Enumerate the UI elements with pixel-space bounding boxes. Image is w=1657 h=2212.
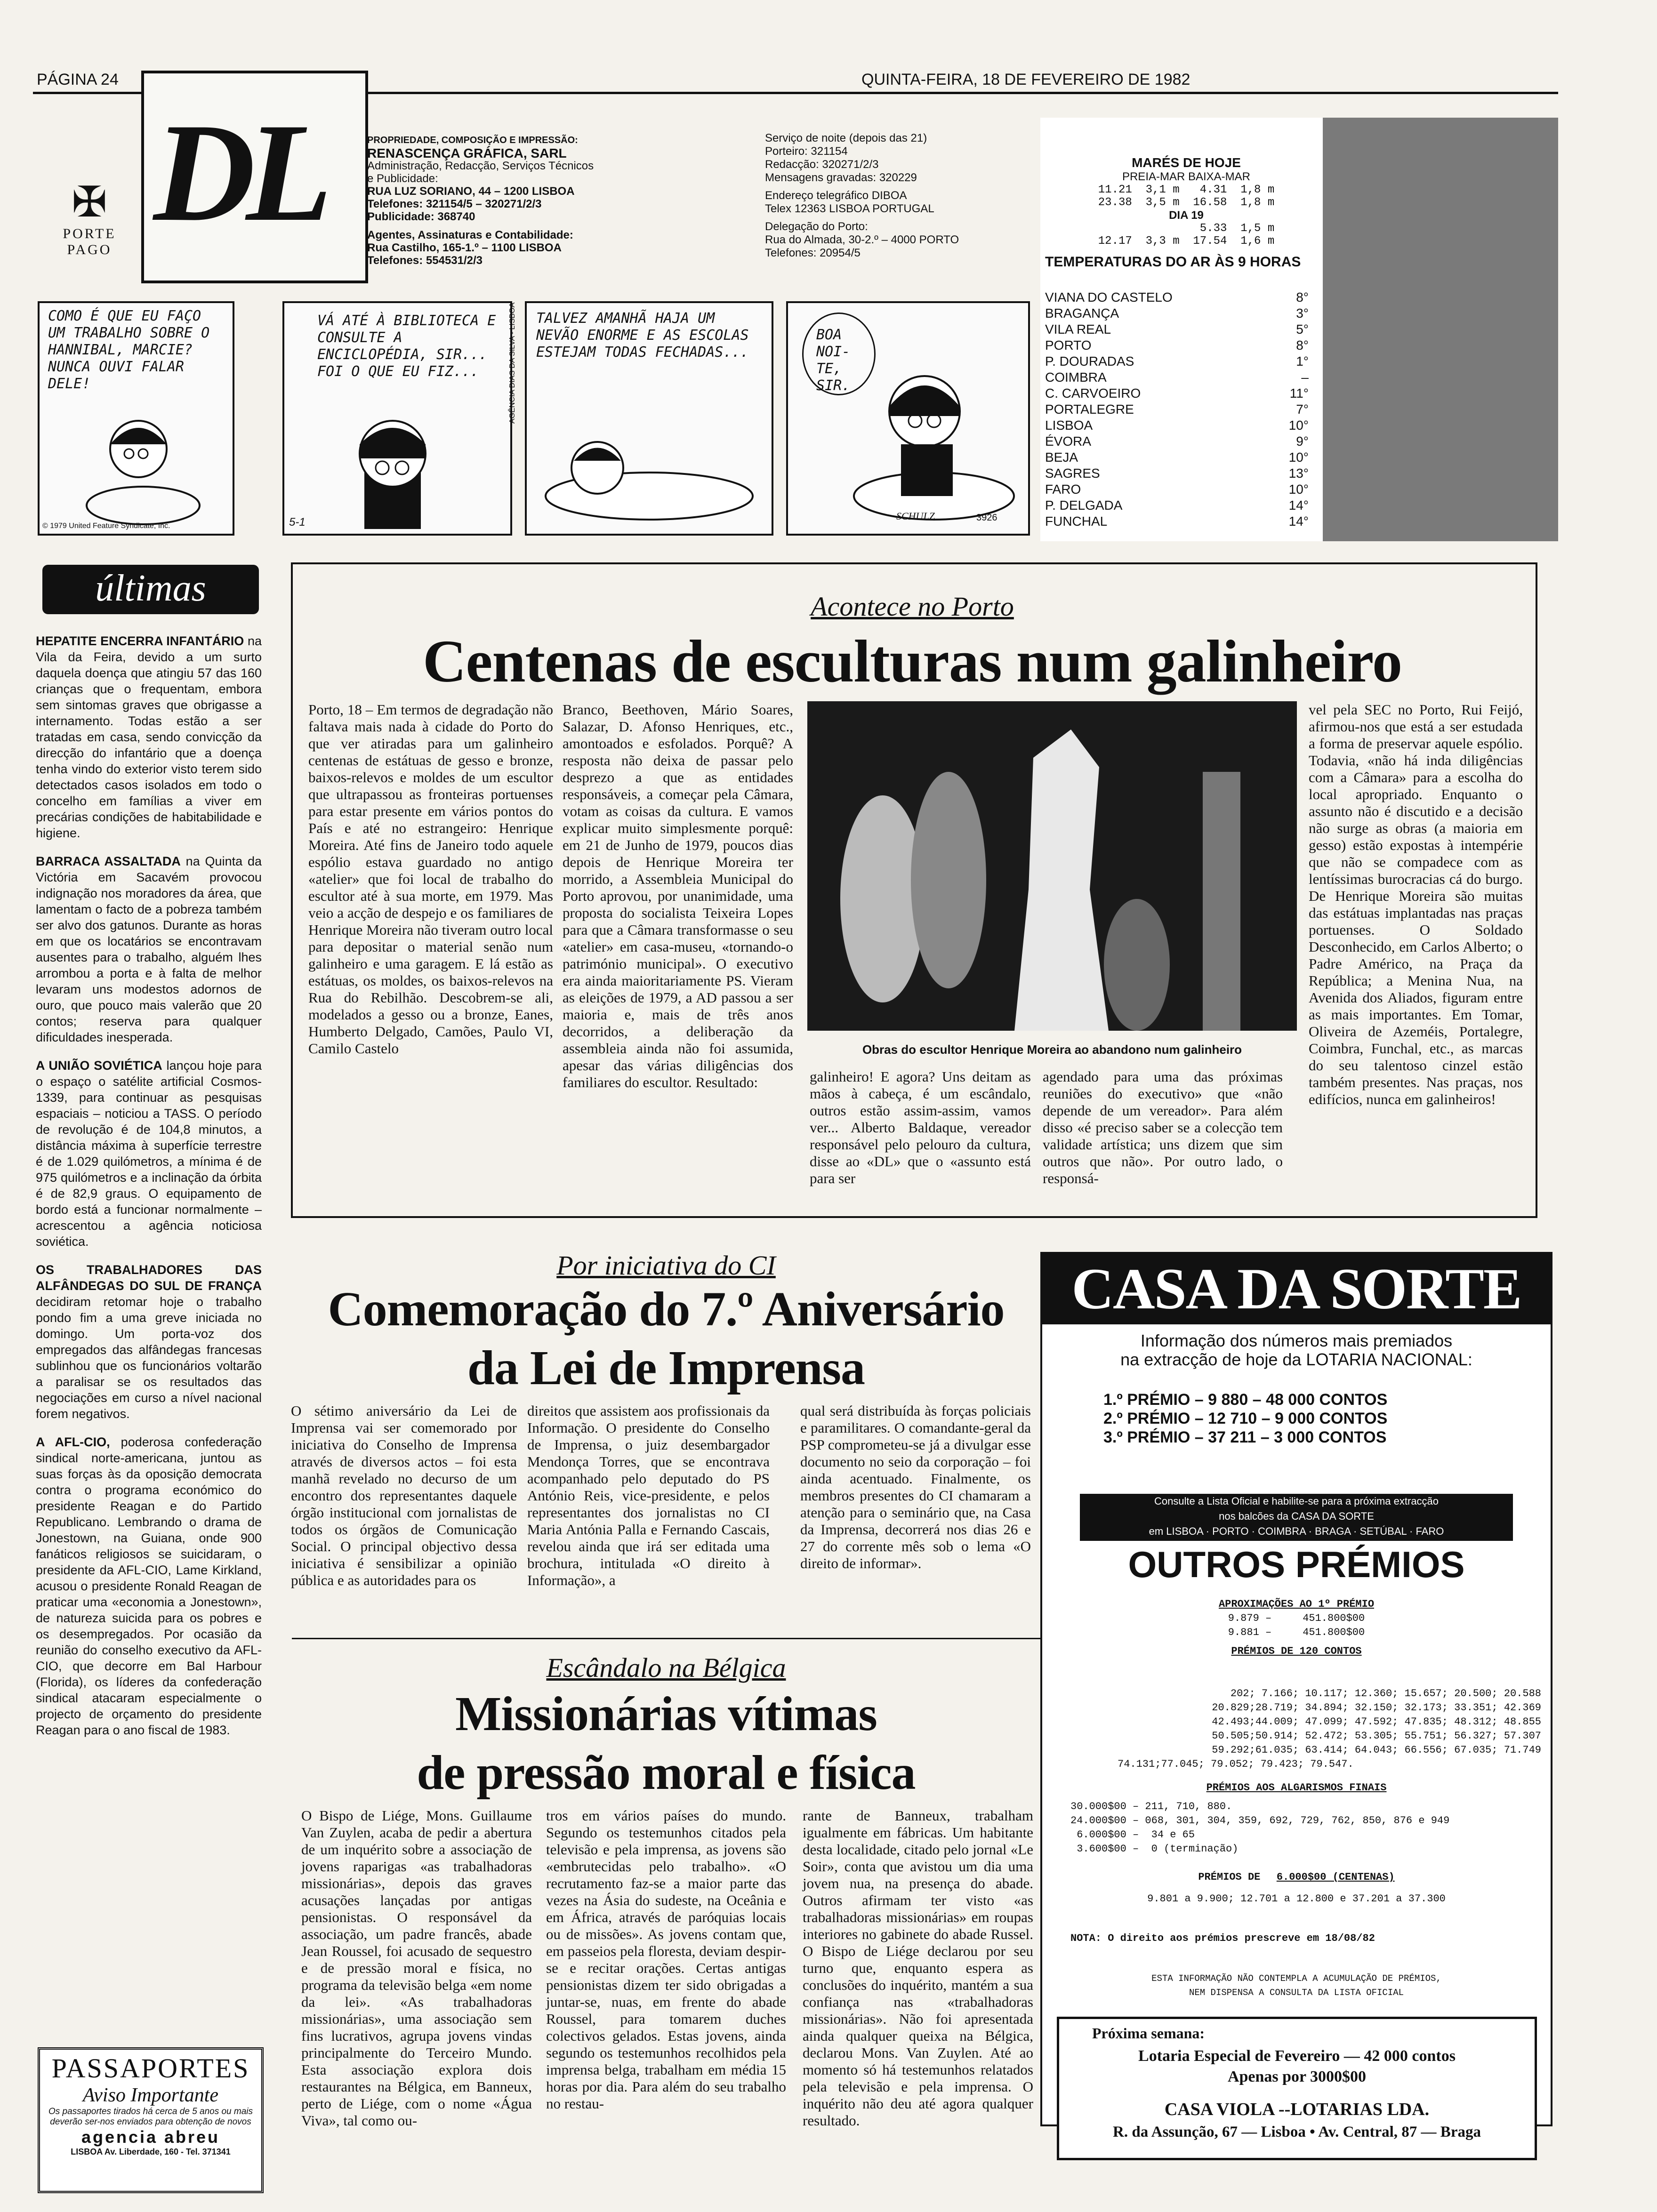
tides-title: MARÉS DE HOJE — [1132, 155, 1241, 170]
imprint-line: RENASCENÇA GRÁFICA, SARL — [367, 146, 567, 160]
temperature-city: BRAGANÇA — [1045, 306, 1119, 321]
passaportes-text: Os passaportes tirados há cerca de 5 anos ou mais deverão ser-nos enviados para obtenção de novos — [48, 2107, 253, 2127]
disclaimer-line: ESTA INFORMAÇÃO NÃO CONTEMPLA A ACUMULAÇÃO DE PRÉMIOS, — [1151, 1973, 1441, 1984]
temperature-row — [1045, 497, 1309, 513]
temp-title: TEMPERATURAS DO AR ÀS 9 HORAS — [1045, 254, 1301, 270]
temperature-value: 7° — [1296, 402, 1309, 417]
services-line: Serviço de noite (depois das 21) — [765, 132, 927, 144]
tide-line: DIA 19 — [1169, 209, 1204, 222]
imprensa-headline-2: da Lei de Imprensa — [467, 1341, 865, 1395]
services-line: Telefones: 20954/5 — [765, 247, 861, 259]
ultimas-title: últimas — [95, 568, 206, 609]
pago-label: PAGO — [67, 242, 112, 257]
porto-kicker: Acontece no Porto — [811, 591, 1014, 622]
disclaimer-line: NEM DISPENSA A CONSULTA DA LISTA OFICIAL — [1189, 1988, 1404, 1998]
imprensa-col-3: qual será distribuída às forças policiais e paramilitares. O comandante-geral da PSP comprometeu-se já a divulgar esse documento no seio da corporação – foi ainda acentuado. Finalmente, os membros presentes do CI chamaram a atenção para o seminário que, na Casa da Imprensa, decorrerá nos dias 26 e 27 do corrente mês sob o lema «O direito de informar». — [800, 1403, 1031, 1571]
comic-panel-3 — [525, 301, 773, 536]
belgica-headline-2: de pressão moral e física — [417, 1746, 916, 1800]
services-line: Porteiro: 321154 — [765, 145, 848, 158]
page-date: QUINTA-FEIRA, 18 DE FEVEREIRO DE 1982 — [861, 71, 1190, 88]
tides-block — [1059, 155, 1313, 248]
ultimas-column — [36, 633, 262, 1737]
casa-sorte-title: CASA DA SORTE — [1071, 1257, 1521, 1321]
temperature-value: 14° — [1288, 498, 1309, 513]
imprint-line: Agentes, Assinaturas e Contabilidade: — [367, 229, 573, 241]
prize-list — [1103, 1390, 1527, 1447]
statues-photo-icon — [807, 701, 1297, 1031]
imprensa-kicker: Por iniciativa do CI — [556, 1250, 776, 1281]
brief-item — [36, 1262, 262, 1422]
brief-text: poderosa confederação sindical norte-americana, juntou as suas forças às da oposição democrata contra o programa económico do presidente Reagan e do Partido Republicano. Lembrando o drama de Jonestown, na Guiana, onde 900 fanáticos religiosos se suicidaram, o presidente da AFL-CIO, Lame Kirkland, acusou o presidente Ronald Reagan de praticar uma «economia a Jonestown», de natureza suicida para os pobres e os desempregados. Por ocasião da reunião do conselho executivo da AFL-CIO, que decorre em Bal Harbour (Florida), os líderes da confederação sindical atacaram especialmente o projecto de orçamento do presidente Reagan para o ano fiscal de 1983. — [36, 1435, 262, 1737]
comic-text-3: TALVEZ AMANHÃ HAJA UM NEVÃO ENORME E AS ESCOLAS ESTEJAM TODAS FECHADAS... — [536, 310, 749, 361]
temperature-city: VIANA DO CASTELO — [1045, 290, 1173, 305]
casa-sorte-banner — [1042, 1254, 1551, 1324]
p120-line: 59.292;61.035; 63.414; 64.043; 66.556; 67.035; 71.749 — [1212, 1744, 1541, 1756]
temperature-value: 8° — [1296, 338, 1309, 353]
p120-line: 74.131;77.045; 79.052; 79.423; 79.547. — [1118, 1758, 1354, 1770]
temperature-city: PORTALEGRE — [1045, 402, 1134, 417]
temperature-row — [1045, 417, 1309, 433]
temperature-row — [1045, 369, 1309, 385]
temperature-value: 5° — [1296, 322, 1309, 337]
temperature-row — [1045, 337, 1309, 353]
comic-panel-1 — [38, 301, 234, 536]
brief-item — [36, 853, 262, 1045]
comic-signature: SCHULZ — [896, 510, 935, 522]
passaportes-agency: agencia abreu — [81, 2127, 220, 2147]
temperature-city: FUNCHAL — [1045, 514, 1108, 529]
imprint-block — [367, 134, 725, 267]
temperature-city: FARO — [1045, 482, 1081, 497]
centenas-label: PRÉMIOS DE — [1198, 1871, 1261, 1883]
consult-strip — [1080, 1494, 1513, 1541]
temperature-value: 10° — [1288, 482, 1309, 497]
imprint-line: Rua Castilho, 165-1.º – 1100 LISBOA — [367, 241, 562, 254]
consult-line: nos balcões da CASA DA SORTE — [1219, 1510, 1374, 1522]
p120-line: 42.493;44.009; 47.099; 47.592; 47.835; 48.312; 48.855 — [1212, 1716, 1541, 1728]
temperature-city: SAGRES — [1045, 466, 1100, 481]
imprensa-headline-1: Comemoração do 7.º Aniversário — [328, 1282, 1005, 1336]
p120-block — [1061, 1687, 1541, 1771]
imprint-line: Administração, Redacção, Serviços Técnicos — [367, 160, 594, 172]
aprox-line: 9.879 – 451.800$00 — [1228, 1612, 1365, 1624]
temperature-row — [1045, 401, 1309, 417]
porte-label: PORTE — [63, 226, 116, 241]
consult-line: em LISBOA · PORTO · COIMBRA · BRAGA · SETÚBAL · FARO — [1149, 1525, 1444, 1537]
temperature-list — [1045, 289, 1309, 529]
prize-row: 1.º PRÉMIO – 9 880 – 48 000 CONTOS — [1103, 1391, 1388, 1409]
brief-text: na Quinta da Victória em Sacavém provocou indignação nos moradores da área, que lamentam o facto de a pobreza também ser alvo dos gatunos. Durante as horas em que os locatários se encontravam ausentes para o trabalho, alguém lhes arrombou a porta e à falta de melhor levaram uns modestos adornos de ouro, que pouco mais valerão que 20 contos; reserva para qualquer dificuldades inesperada. — [36, 854, 262, 1044]
belgica-col-1: O Bispo de Liége, Mons. Guillaume Van Zuylen, acaba de pedir a abertura de um inquérito sobre a associação de jovens raparigas «as trabalhadoras missionárias», depois das graves acusações lançadas por antigas pensionistas. O responsável da associação, um padre francês, abade Jean Roussel, foi acusado de sequestro e de pressão moral e física, no programa da televisão belga «em nome da lei». «As trabalhadoras missionárias», uma associação sem fins lucrativos, agrupa jovens vindas principalmente do Terceiro Mundo. Esta associação explora dois restaurantes na Bélgica, em Banneux, perto de Liége, com o nome «Água Viva», tal como ou- — [301, 1807, 532, 2129]
sleeping-figure — [541, 416, 757, 524]
tide-line: 5.33 1,5 m — [1098, 222, 1275, 235]
comic-text-1: COMO É QUE EU FAÇO UM TRABALHO SOBRE O HANNIBAL, MARCIE? NUNCA OUVI FALAR DELE! — [48, 308, 210, 392]
weather-box — [1040, 118, 1558, 541]
comic-date-code: 5-1 — [289, 516, 306, 529]
viola-name: CASA VIOLA --LOTARIAS LDA. — [1164, 2100, 1430, 2119]
brief-text: decidiram retomar hoje o trabalho pondo fim a uma greve iniciada no domingo. Um porta-voz dos empregados das alfândegas francesas sublinhou que os funcionários voltarão a paralisar se os resultados das negociações em curso a nível nacional forem negativos. — [36, 1295, 262, 1421]
consult-line: Consulte a Lista Oficial e habilite-se para a próxima extracção — [1154, 1495, 1439, 1507]
alg-line: 24.000$00 – 068, 301, 304, 359, 692, 729, 762, 850, 876 e 949 — [1070, 1815, 1450, 1827]
porto-col-3b: agendado para uma das próximas reuniões do executivo» que «não depende de um vereador». Para além disso «é preciso saber se a colecção tem validade artística; uns dizem que sim outros que não». Por outro lado, o responsá- — [1043, 1068, 1283, 1186]
temperature-city: LISBOA — [1045, 418, 1093, 433]
marcie-figure — [82, 397, 204, 524]
disclaimer — [1042, 1972, 1551, 2000]
brief-head: OS TRABALHADORES DAS ALFÂNDEGAS DO SUL DE FRANÇA — [36, 1263, 262, 1293]
casa-sorte-info-2: na extracção de hoje da LOTARIA NACIONAL: — [1120, 1350, 1472, 1369]
comic-number: 3926 — [976, 513, 997, 523]
passaportes-address: LISBOA Av. Liberdade, 160 - Tel. 371341 — [71, 2147, 231, 2156]
casa-sorte-info-1: Informação dos números mais premiados — [1140, 1331, 1453, 1350]
aprox-block — [1080, 1597, 1513, 1659]
page-number: PÁGINA 24 — [37, 71, 119, 88]
comic-text-4: BOA NOI-TE, SIR. — [816, 327, 851, 394]
services-line: Telex 12363 LISBOA PORTUGAL — [765, 202, 934, 215]
alg-line: 3.600$00 – 0 (terminação) — [1070, 1843, 1239, 1855]
aprox-line: 9.881 – 451.800$00 — [1228, 1627, 1365, 1638]
brief-head: HEPATITE ENCERRA INFANTÁRIO — [36, 634, 244, 648]
services-line: Rua do Almada, 30-2.º – 4000 PORTO — [765, 233, 959, 246]
centenas-value: 6.000$00 (CENTENAS) — [1276, 1871, 1395, 1883]
logo-dl: DL — [153, 94, 323, 250]
brief-text: na Vila da Feira, devido a um surto daquela doença que atingiu 57 das 160 crianças que o frequentam, embora sem sintomas graves que obrigasse a internamento. Todas estão a ser tratadas em casa, sendo convicção da direcção do infantário que a doença tenha vindo do exterior visto terem sido detectados casos isolados em todo o concelho em famílias a viver em precárias condições de habitabilidade e higiene. — [36, 634, 262, 840]
imprensa-col-1: O sétimo aniversário da Lei de Imprensa vai ser comemorado por iniciativa do Conselho de Imprensa através de diversos actos – foi esta manhã revelado no decurso de um encontro dos representantes daquele órgão institucional com jornalistas de todos os órgãos de Comunicação Social. O principal objectivo dessa iniciativa é sensibilizar a opinião pública e as autoridades para os — [291, 1403, 517, 1588]
temperature-row — [1045, 481, 1309, 497]
services-line: Endereço telegráfico DIBOA — [765, 189, 907, 202]
brief-head: A AFL-CIO, — [36, 1435, 110, 1449]
section-divider — [292, 1638, 1040, 1639]
brief-item — [36, 633, 262, 841]
temperature-row — [1045, 289, 1309, 305]
porto-col-4: vel pela SEC no Porto, Rui Feijó, afirmou-nos que está a ser estudada a forma de preservar aquele espólio. Todavia, «não há inda diligências com a Câmara» para a escolha do local apropriado. Enquanto o assunto não é discutido e a decisão não surge as obras (a maioria em gesso) estão expostas à intempérie que não se compadece com as lentíssimas burocracias cá do burgo. De Henrique Moreira são muitas das estátuas implantadas nas praças portuenses. O Soldado Desconhecido, em Carlos Alberto; o Padre Américo, na Praça da República; a Menina Nua, na Avenida dos Aliados, figuram entre as mais importantes. Em Tomar, Oliveira de Azeméis, Portalegre, Coimbra, Funchal, etc., as marcas do seu talentoso cinzel estão também presentes. Nas praças, nos edifícios, nunca em galinheiros! — [1309, 701, 1523, 1107]
viola-address: R. da Assunção, 67 — Lisboa • Av. Central, 87 — Braga — [1113, 2124, 1481, 2140]
temperature-value: – — [1301, 370, 1309, 385]
temperature-city: C. CARVOEIRO — [1045, 386, 1141, 401]
belgica-col-2: tros em vários países do mundo. Segundo os testemunhos citados pela televisão e pela imprensa, as jovens são «embrutecidas pelo trabalho». «O recrutamento faz-se a maior parte das vezes na Ásia do sudeste, na Oceânia e em África, através de paróquias locais ou de missões». As jovens contam que, em passeios pela floresta, deviam despir-se e recitar orações. Certas antigas pensionistas dizem ter sido obrigadas a juntar-se, nuas, em frente do abade Roussel, para tomarem duches colectivos gelados. Estas jovens, ainda segundo os testemunhos recolhidos pela imprensa belga, trabalham em média 15 horas por dia. Para além do seu trabalho no restau- — [546, 1807, 786, 2112]
masthead-logo — [141, 71, 368, 283]
temperature-value: 13° — [1288, 466, 1309, 481]
casa-sorte-info — [1042, 1331, 1551, 1369]
imprint-line: PROPRIEDADE, COMPOSIÇÃO E IMPRESSÃO: — [367, 135, 578, 145]
brief-item — [36, 1058, 262, 1250]
p120-title: PRÉMIOS DE 120 CONTOS — [1231, 1645, 1362, 1657]
comic-panel-2 — [282, 301, 512, 536]
aprox-title: APROXIMAÇÕES AO 1º PRÉMIO — [1218, 1598, 1375, 1610]
belgica-headline-1: Missionárias vítimas — [455, 1687, 877, 1741]
passaportes-ad — [38, 2047, 264, 2193]
temperature-row — [1045, 433, 1309, 449]
brief-item — [36, 1434, 262, 1738]
next-week-label: Próxima semana: — [1092, 2025, 1205, 2042]
comic-panel-4 — [786, 301, 1030, 536]
temperature-row — [1045, 305, 1309, 321]
temperature-value: 14° — [1288, 514, 1309, 529]
temperature-value: 10° — [1288, 418, 1309, 433]
marcie-bed-figure — [849, 355, 1019, 524]
centenas-line: 9.801 a 9.900; 12.701 a 12.800 e 37.201 a 37.300 — [1147, 1893, 1446, 1905]
porto-headline: Centenas de esculturas num galinheiro — [423, 628, 1402, 695]
imprint-line: e Publicidade: — [367, 172, 438, 185]
passaportes-title: PASSAPORTES — [51, 2053, 250, 2084]
temperature-city: COIMBRA — [1045, 370, 1107, 385]
temperature-row — [1045, 449, 1309, 465]
imprint-line: Publicidade: 368740 — [367, 210, 475, 223]
centenas-block — [1042, 1870, 1551, 1906]
tides-sub: PREIA-MAR BAIXA-MAR — [1122, 170, 1251, 183]
temperature-city: PORTO — [1045, 338, 1092, 353]
imprensa-col-2: direitos que assistem aos profissionais da Informação. O presidente do Conselho de Imprensa, o juiz desembargador Mendonça Torres, que se encontrava acompanhado pelo deputado do PS António Reis, vice-presidente, e pelos representantes dos jornalistas no CI Maria Antónia Palla e Fernando Cascais, revelou ainda que irá ser editada uma brochura, intitulada «O direito à Informação», a — [527, 1403, 770, 1588]
comic-copyright: © 1979 United Feature Syndicate, Inc. — [42, 522, 170, 530]
temperature-row — [1045, 465, 1309, 481]
next-week-line-1: Lotaria Especial de Fevereiro — 42 000 contos — [1138, 2047, 1456, 2065]
prize-row: 2.º PRÉMIO – 12 710 – 9 000 CONTOS — [1103, 1410, 1388, 1427]
p120-line: 20.829;28.719; 34.894; 32.150; 32.173; 33.351; 42.369 — [1212, 1702, 1541, 1714]
porto-col-1: Porto, 18 – Em termos de degradação não faltava mais nada à cidade do Porto do que ver atiradas para um galinheiro centenas de estátuas de gesso e bronze, baixos-relevos e moldes de um escultor que ultrapassou as fronteiras portuenses para estar presente em vários pontos do País e até no estrangeiro: Henrique Moreira. Até fins de Janeiro todo aquele espólio estava guardado no antigo «atelier» que foi local de trabalho do escultor até à sua morte, em 1979. Mas veio a acção de despejo e os familiares de Henrique Moreira não tiveram outro local para depositar o material senão num galinheiro e uma garagem. E lá estão as estátuas, os moldes, os baixos-relevos na Rua do Rebilhão. Descobrem-se ali, modelados a gesso ou a bronze, Eanes, Humberto Delgado, Camões, Paulo VI, Camilo Castelo — [308, 701, 553, 1057]
porto-col-2: Branco, Beethoven, Mário Soares, Salazar, D. Afonso Henriques, etc., amontoados e esfolados. Porquê? A resposta não deixa de passar pelo desprezo a que as entidades responsáveis, a começar pela Câmara, votam as coisas da cultura. E vamos explicar muito simplesmente porquê: em 21 de Junho de 1979, poucos dias depois de Henrique Moreira ter morrido, a Assembleia Municipal do Porto aprovou, por unanimidade, uma proposta do socialista Teixeira Lopes para que a Câmara transformasse o seu «atelier» em casa-museu, «tornando-o património municipal». O executivo era ainda maioritariamente PS. Vieram as eleições de 1979, a AD passou a ser maioria e, mais de três anos decorridos, a deliberação da assembleia ainda não foi assumida, apesar das várias diligências dos familiares do escultor. Resultado: — [563, 701, 793, 1090]
peppermint-patty-figure — [331, 411, 444, 529]
temperature-city: VILA REAL — [1045, 322, 1111, 337]
next-week-line-2: Apenas por 3000$00 — [1227, 2068, 1367, 2085]
alg-block — [1070, 1800, 1541, 1856]
alg-line: 6.000$00 – 34 e 65 — [1070, 1829, 1195, 1841]
temperature-value: 8° — [1296, 290, 1309, 305]
brief-head: A UNIÃO SOVIÉTICA — [36, 1058, 162, 1073]
comic-text-2: VÁ ATÉ À BIBLIOTECA E CONSULTE A ENCICLOPÉDIA, SIR... FOI O QUE EU FIZ... — [317, 313, 496, 380]
comic-agency: AGÊNCIA DIAS DA SILVA - LISBOA — [508, 302, 516, 424]
passaportes-subtitle: Aviso Importante — [82, 2084, 219, 2106]
porto-col-3a: galinheiro! E agora? Uns deitam as mãos à cabeça, é um escândalo, outros estão assim-assim, vamos ver... Alberto Baldaque, vereador responsável pelo pelouro da cultura, disse ao «DL» que o «assunto está para ser — [810, 1068, 1031, 1186]
temperature-row — [1045, 385, 1309, 401]
temperature-row — [1045, 321, 1309, 337]
services-block — [765, 132, 1057, 260]
outros-premios-title: OUTROS PRÉMIOS — [1128, 1544, 1465, 1585]
prize-row: 3.º PRÉMIO – 37 211 – 3 000 CONTOS — [1103, 1428, 1387, 1446]
alg-title: PRÉMIOS AOS ALGARISMOS FINAIS — [1206, 1782, 1387, 1794]
alg-line: 30.000$00 – 211, 710, 880. — [1070, 1801, 1232, 1812]
casa-viola-ad — [1057, 2017, 1537, 2160]
temperature-city: ÉVORA — [1045, 434, 1092, 449]
services-line: Mensagens gravadas: 320229 — [765, 171, 917, 184]
p120-line: 50.505;50.914; 52.472; 53.305; 55.751; 56.327; 57.307 — [1212, 1730, 1541, 1742]
imprint-line: Telefones: 554531/2/3 — [367, 254, 483, 267]
temperature-row — [1045, 353, 1309, 369]
porto-photo-caption: Obras do escultor Henrique Moreira ao abandono num galinheiro — [862, 1042, 1242, 1057]
porto-photo — [807, 701, 1297, 1031]
tide-line: 11.21 3,1 m 4.31 1,8 m — [1098, 184, 1275, 196]
belgica-kicker: Escândalo na Bélgica — [546, 1652, 786, 1683]
belgica-col-3: rante de Banneux, trabalham igualmente em fábricas. Um habitante desta localidade, citado pelo jornal «Le Soir», conta que avistou um dia uma jovem nua, na presença do abade. Outros afirmam ter visto «as trabalhadoras missionárias» em roupas interiores no gabinete do abade Russel. O Bispo de Liége declarou por seu turno que, enquanto espera as conclusões do inquérito, mantém a sua confiança nas «trabalhadoras missionárias». Não foi apresentada ainda qualquer queixa na Bélgica, declarou Mons. Van Zuylen. Até ao momento só há testemunhos relatados pela televisão e pela imprensa. O inquérito não deu até agora qualquer resultado. — [803, 1807, 1033, 2129]
brief-text: lançou hoje para o espaço o satélite artificial Cosmos-1339, para continuar as pesquisas espaciais – noticiou a TASS. O período de revolução é de 104,8 minutos, a distância máxima à superfície terrestre é de 1.029 quilómetros, a mínima é de 975 quilómetros e a inclinação da órbita é de 82,9 graus. O equipamento de bordo está a funcionar normalmente – acrescentou a agência noticiosa soviética. — [36, 1058, 262, 1249]
temperature-value: 11° — [1289, 386, 1309, 401]
brief-head: BARRACA ASSALTADA — [36, 854, 181, 868]
casa-sorte-ad — [1040, 1252, 1552, 2126]
imprint-line: Telefones: 321154/5 – 320271/2/3 — [367, 198, 542, 210]
temperature-value: 10° — [1288, 450, 1309, 465]
p120-line: 202; 7.166; 10.117; 12.360; 15.657; 20.500; 20.588 — [1230, 1688, 1541, 1699]
imprint-line: RUA LUZ SORIANO, 44 – 1200 LISBOA — [367, 185, 575, 198]
temperature-row — [1045, 513, 1309, 529]
porte-pago-stamp — [56, 179, 122, 258]
temperature-value: 3° — [1296, 306, 1309, 321]
temperature-city: P. DOURADAS — [1045, 354, 1134, 369]
nota-line: NOTA: O direito aos prémios prescreve em 18/08/82 — [1070, 1932, 1375, 1944]
tide-line: 12.17 3,3 m 17.54 1,6 m — [1098, 235, 1275, 248]
tide-line: 23.38 3,5 m 16.58 1,8 m — [1098, 196, 1275, 209]
temperature-value: 1° — [1296, 354, 1309, 369]
services-line: Delegação do Porto: — [765, 220, 868, 233]
temperature-city: BEJA — [1045, 450, 1078, 465]
temperature-value: 9° — [1296, 434, 1309, 449]
temperature-city: P. DELGADA — [1045, 498, 1123, 513]
ultimas-banner — [42, 565, 259, 614]
services-line: Redacção: 320271/2/3 — [765, 158, 879, 171]
crest-icon: ✠ — [72, 179, 107, 226]
